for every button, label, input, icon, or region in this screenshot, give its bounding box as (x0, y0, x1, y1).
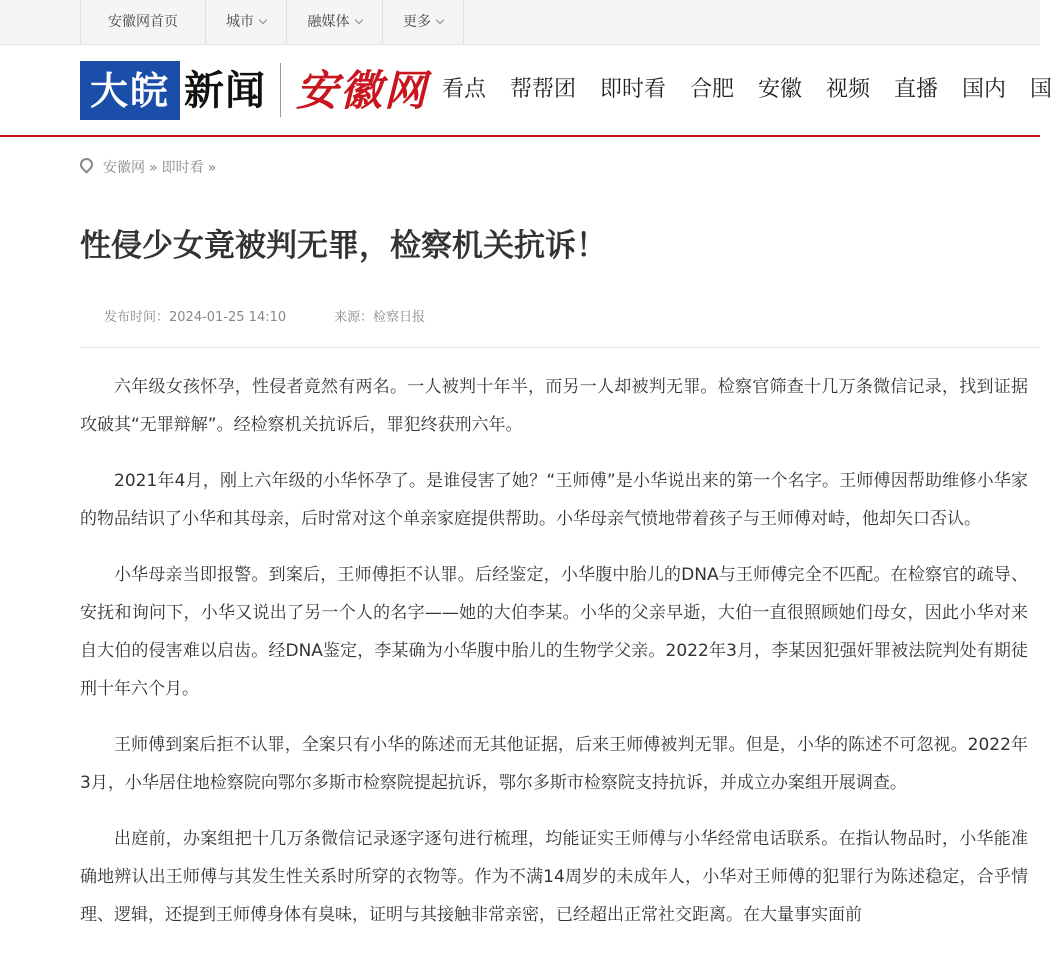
nav-item-anhui[interactable]: 安徽 (758, 77, 803, 102)
topbar-media-label: 融媒体 (307, 14, 350, 30)
article-paragraph: 王师傅到案后拒不认罪，全案只有小华的陈述而无其他证据，后来王师傅被判无罪。但是，小华的陈述不可忽视。2022年3月，小华居住地检察院向鄂尔多斯市检察院提起抗诉，鄂尔多斯市检察院支持抗诉，并成立办案组开展调查。 (80, 735, 1028, 793)
topbar-media-menu[interactable] (287, 0, 383, 44)
article-paragraph: 小华母亲当即报警。到案后，王师傅拒不认罪。后经鉴定，小华腹中胎儿的DNA与王师傅完全不匹配。在检察官的疏导、安抚和询问下，小华又说出了另一个人的名字——她的大伯李某。小华的父亲早逝，大伯一直很照顾她们母女，因此小华对来自大伯的侵害难以启齿。经DNA鉴定，李某确为小华腹中胎儿的生物学父亲。2022年3月，李某因犯强奸罪被法院判处有期徒刑十年六个月。 (80, 565, 1028, 699)
nav-item-kandian[interactable]: 看点 (442, 77, 487, 102)
anhui-net-logo[interactable]: 安徽网 (296, 66, 429, 115)
publish-time: 发布时间：2024-01-25 14:10 (104, 310, 287, 325)
article-paragraph: 2021年4月，刚上六年级的小华怀孕了。是谁侵害了她？“王师傅”是小华说出来的第一个名字。王师傅因帮助维修小华家的物品结识了小华和其母亲，后时常对这个单亲家庭提供帮助。小华母亲气愤地带着孩子与王师傅对峙，他却矢口否认。 (80, 471, 1028, 529)
article-paragraph: 六年级女孩怀孕，性侵者竟然有两名。一人被判十年半，而另一人却被判无罪。检察官筛查十几万条微信记录，找到证据攻破其“无罪辩解”。经检察机关抗诉后，罪犯终获刑六年。 (80, 377, 1028, 435)
nav-item-bangbangtuan[interactable]: 帮帮团 (510, 77, 577, 102)
breadcrumb-separator: » (149, 160, 158, 176)
breadcrumb (80, 158, 220, 178)
topbar-city-label: 城市 (226, 14, 254, 30)
top-bar (0, 0, 1040, 45)
logo-divider (280, 63, 281, 117)
article-paragraph: 出庭前，办案组把十几万条微信记录逐字逐句进行梳理，均能证实王师傅与小华经常电话联系。在指认物品时，小华能准确地辨认出王师傅与其发生性关系时所穿的衣物等。作为不满14周岁的未成年人，小华对王师傅的犯罪行为陈述稳定，合乎情理、逻辑，还提到王师傅身体有臭味，证明与其接触非常亲密，已经超出正常社交距离。在大量事实面前 (80, 829, 1028, 925)
breadcrumb-section-link[interactable]: 即时看 (161, 160, 204, 176)
nav-item-live[interactable]: 直播 (894, 77, 939, 102)
article-meta (104, 308, 425, 328)
site-header (0, 45, 1052, 137)
chevron-down-icon (436, 16, 444, 24)
news-logo-text[interactable]: 新闻 (184, 67, 266, 114)
topbar-home-label: 安徽网首页 (108, 14, 178, 30)
dawan-logo[interactable]: 大皖 (80, 61, 180, 120)
nav-item-hefei[interactable]: 合肥 (690, 77, 735, 102)
nav-item-video[interactable]: 视频 (826, 77, 871, 102)
nav-item-domestic[interactable]: 国内 (962, 77, 1007, 102)
divider (80, 347, 1040, 348)
nav-item-jishikan[interactable]: 即时看 (600, 77, 667, 102)
topbar-more-label: 更多 (403, 14, 431, 30)
topbar-home-link[interactable] (80, 0, 206, 44)
location-pin-icon (77, 155, 95, 173)
topbar-city-menu[interactable] (206, 0, 287, 44)
article-title: 性侵少女竟被判无罪，检察机关抗诉！ (80, 228, 607, 264)
topbar-more-menu[interactable] (383, 0, 464, 44)
nav-item-international[interactable]: 国 (1030, 77, 1052, 102)
article-source: 来源：检察日报 (334, 310, 426, 325)
breadcrumb-separator: » (207, 160, 217, 176)
chevron-down-icon (259, 16, 267, 24)
chevron-down-icon (354, 16, 362, 24)
article-body (80, 368, 1028, 952)
breadcrumb-home-link[interactable]: 安徽网 (103, 160, 145, 176)
